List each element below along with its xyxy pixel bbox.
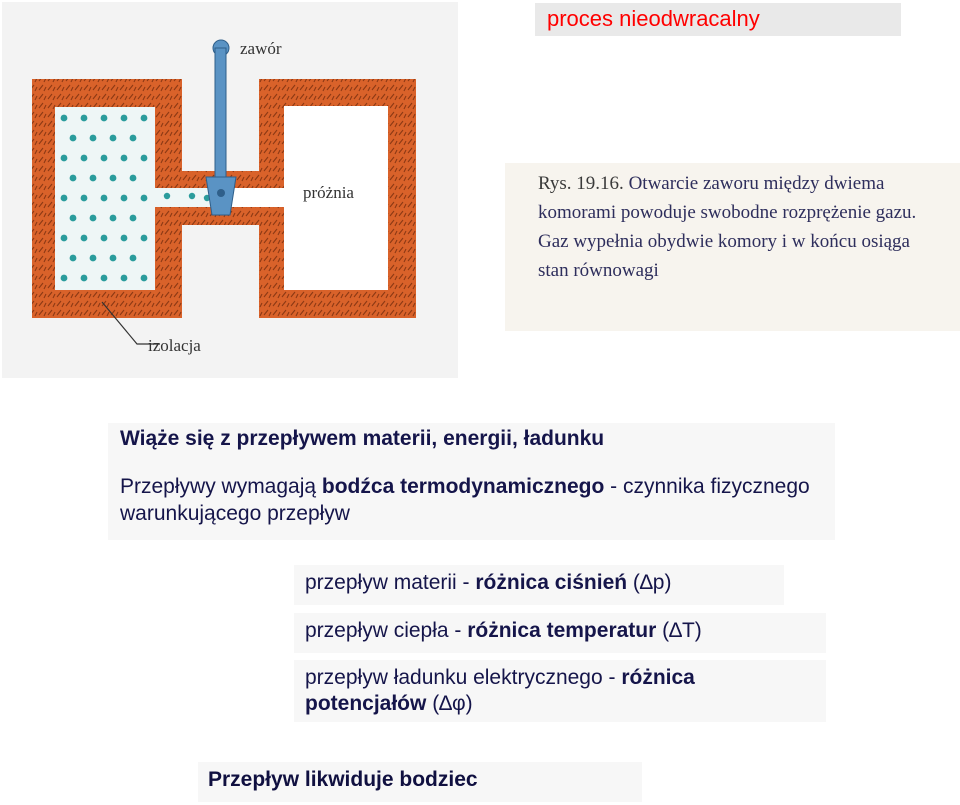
intro-paragraph: Przepływy wymagają bodźca termodynamicznego - czynnika fizycznego warunkującego przepływ xyxy=(120,475,810,525)
gas-particle xyxy=(101,195,108,202)
flow-item-matter: przepływ materii - różnica ciśnień (∆p) xyxy=(294,565,784,605)
caption-text: Otwarcie zaworu między dwiema komorami powoduje swobodne rozprężenie gazu. Gaz wypełnia obydwie komory i w końcu osiąga stan równowagi xyxy=(538,173,917,281)
footer-text: Przepływ likwiduje bodziec xyxy=(208,768,478,791)
gas-particle xyxy=(61,275,68,282)
gas-particle xyxy=(70,135,77,142)
gas-particle xyxy=(61,195,68,202)
gas-particle xyxy=(61,155,68,162)
gas-particle xyxy=(130,175,137,182)
gas-particle xyxy=(121,195,128,202)
gas-particle xyxy=(121,235,128,242)
gas-particle xyxy=(121,155,128,162)
gas-particle xyxy=(101,115,108,122)
gas-particle xyxy=(70,255,77,262)
gas-particle xyxy=(110,215,117,222)
flow-item-heat: przepływ ciepła - różnica temperatur (∆T) xyxy=(294,613,826,653)
title-box xyxy=(535,3,901,36)
gas-particle xyxy=(90,255,97,262)
gas-particle xyxy=(141,235,148,242)
label-vacuum: próżnia xyxy=(303,183,354,202)
gas-particle xyxy=(110,175,117,182)
gas-particle xyxy=(130,255,137,262)
gas-particle xyxy=(130,135,137,142)
footer-box xyxy=(198,762,642,802)
gas-particle xyxy=(90,135,97,142)
gas-particle xyxy=(101,155,108,162)
gas-particle xyxy=(90,215,97,222)
gas-particle xyxy=(164,193,170,199)
gas-particle xyxy=(110,135,117,142)
intro-heading: Wiąże się z przepływem materii, energii, ładunku xyxy=(120,427,605,450)
caption-lead: Rys. 19.16. xyxy=(538,173,624,194)
gas-particle xyxy=(101,235,108,242)
gas-particle xyxy=(70,215,77,222)
figure xyxy=(2,2,458,378)
gas-particle xyxy=(81,115,88,122)
gas-particle xyxy=(81,275,88,282)
flow-intro-box xyxy=(108,423,835,540)
gas-particle xyxy=(101,275,108,282)
slide-title: proces nieodwracalny xyxy=(547,6,760,31)
flow-item-charge: przepływ ładunku elektrycznego - różnica potencjałów (∆φ) xyxy=(294,660,826,722)
gas-particle xyxy=(130,215,137,222)
gas-particle xyxy=(81,155,88,162)
label-valve: zawór xyxy=(240,39,282,58)
gas-particle xyxy=(110,255,117,262)
gas-particle xyxy=(81,195,88,202)
gas-particle xyxy=(70,175,77,182)
gas-particle xyxy=(61,115,68,122)
gas-particle xyxy=(141,155,148,162)
gas-particle xyxy=(61,235,68,242)
gas-particle xyxy=(121,115,128,122)
gas-particle xyxy=(121,275,128,282)
label-insulation: izolacja xyxy=(148,336,201,355)
gas-particle xyxy=(141,115,148,122)
gas-particle xyxy=(90,175,97,182)
gas-particle xyxy=(81,235,88,242)
gas-particle xyxy=(141,275,148,282)
gas-particle xyxy=(141,195,148,202)
figure-caption xyxy=(505,163,960,331)
gas-particle xyxy=(189,193,195,199)
valve xyxy=(206,40,236,215)
expansion-diagram xyxy=(2,2,458,378)
